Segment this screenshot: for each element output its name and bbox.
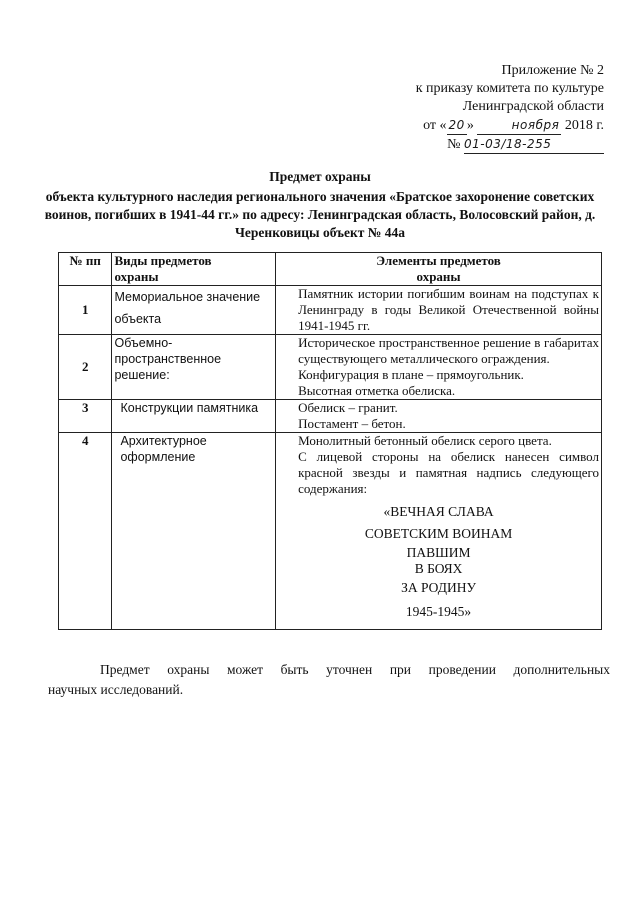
handwritten-day: 20 bbox=[447, 116, 467, 135]
footer-note bbox=[48, 660, 610, 700]
appendix-region: Ленинградской области bbox=[462, 99, 604, 114]
handwritten-month: ноября bbox=[477, 116, 561, 135]
appendix-order-ref: к приказу комитета по культуре bbox=[415, 81, 604, 96]
row-kind: Архитектурное оформление bbox=[112, 433, 276, 630]
row-kind: Мемориальное значение объекта bbox=[112, 286, 276, 335]
row-elements: Историческое пространственное решение в габаритах существующего металлического ограждения. Конфигурация в плане – прямоугольник. Высотная отметка обелиска. bbox=[276, 335, 602, 400]
table-row bbox=[59, 335, 602, 400]
header-elements: Элементы предметов охраны bbox=[276, 253, 602, 286]
table-row bbox=[59, 286, 602, 335]
protection-table bbox=[58, 252, 602, 630]
footer-line-2: научных исследований. bbox=[48, 682, 184, 697]
row-elements: Монолитный бетонный обелиск серого цвета. С лицевой стороны на обелиск нанесен символ красной звезды и памятная надпись следующего содержания: «ВЕЧНАЯ СЛАВА СОВЕТСКИМ ВОИНАМ ПАВШИМ В БОЯХ ЗА РОДИНУ 1945-1945» bbox=[276, 433, 602, 630]
appendix-date: от « 20 » ноября 2018 г. bbox=[423, 118, 604, 133]
table-header-row bbox=[59, 253, 602, 286]
title-heading: Предмет охраны bbox=[269, 169, 371, 184]
row-num: 3 bbox=[59, 400, 112, 433]
row-kind: Конструкции памятника bbox=[112, 400, 276, 433]
appendix-number: № 01-03/18-255 bbox=[384, 135, 604, 154]
handwritten-number: 01-03/18-255 bbox=[464, 135, 604, 154]
header-kind: Виды предметов охраны bbox=[112, 253, 276, 286]
document-title bbox=[40, 168, 600, 242]
row-num: 2 bbox=[59, 335, 112, 400]
table-row bbox=[59, 433, 602, 630]
row-num: 1 bbox=[59, 286, 112, 335]
date-year: 2018 г. bbox=[564, 118, 604, 133]
row-elements: Памятник истории погибшим воинам на подступах к Ленинграду в годы Великой Отечественной войны 1941-1945 гг. bbox=[276, 286, 602, 335]
header-num: № пп bbox=[59, 253, 112, 286]
row-kind: Объемно-пространственное решение: bbox=[112, 335, 276, 400]
footer-line-1: Предмет охраны может быть уточнен при проведении дополнительных bbox=[100, 662, 610, 677]
memorial-inscription: «ВЕЧНАЯ СЛАВА СОВЕТСКИМ ВОИНАМ ПАВШИМ В БОЯХ ЗА РОДИНУ 1945-1945» bbox=[364, 504, 513, 619]
row-num: 4 bbox=[59, 433, 112, 630]
appendix-block bbox=[384, 62, 604, 154]
row-elements: Обелиск – гранит. Постамент – бетон. bbox=[276, 400, 602, 433]
table-row bbox=[59, 400, 602, 433]
title-body: объекта культурного наследия регионального значения «Братское захоронение советских воинов, погибших в 1941-44 гг.» по адресу: Ленинградская область, Волосовский район, д. Черенковицы объект № 44а bbox=[44, 189, 596, 240]
appendix-title: Приложение № 2 bbox=[501, 63, 604, 78]
